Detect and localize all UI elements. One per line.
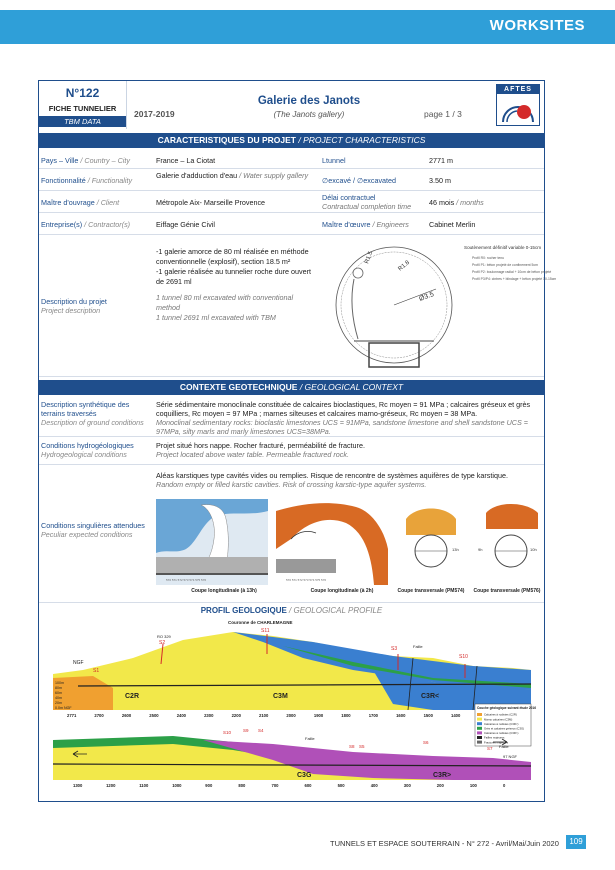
profile-label-couronne: Couronne de CHARLEMAGNE [228, 620, 293, 625]
aftes-logo [496, 84, 540, 126]
dim-diameter: Ø3.5 [418, 291, 435, 303]
pk-tick-label: 2000 [286, 713, 296, 718]
aftes-logo-icon [497, 94, 539, 124]
elev-label: 100m [55, 681, 64, 685]
pk-tick-label: 200 [436, 783, 444, 788]
profile-label-s1: S1 [93, 668, 100, 674]
row-value2: 3.50 m [429, 176, 451, 185]
row-client [39, 191, 544, 213]
pk-tick-label: 1100 [139, 783, 149, 788]
drawing-note: Profil P3/P4: cintres + blindage + béton projeté 10-15cm [472, 277, 557, 281]
project-section-title: CARACTERISTIQUES DU PROJET [157, 135, 296, 145]
row-value: Galerie d'adduction d'eau / Water supply gallery [156, 171, 309, 180]
pk-tick-label: 1300 [73, 783, 83, 788]
drawing-title: Soutènement définitif variable 0-15cm [464, 245, 542, 250]
geology-section-bar [39, 380, 544, 395]
elev-label: 0.0m NGF [55, 706, 72, 710]
profile-label-faille: Faille [499, 744, 509, 749]
section-label: WORKSITES [489, 17, 585, 34]
aftes-logo-text: AFTES [497, 85, 539, 94]
karst-sections [156, 499, 544, 597]
legend-label: Grès et calcaires gréseux (C3G) [484, 726, 525, 731]
dim-radius-1: R1.5 [364, 250, 375, 265]
layer-c3r-gt: C3R> [433, 772, 452, 779]
svg-text:570 571 572 573 574 575 576: 570 571 572 573 574 575 576 [166, 578, 207, 582]
profile-label-s10: S10 [459, 654, 468, 660]
tunnel-section-drawing [324, 239, 557, 373]
profile-label-s11: S11 [261, 628, 270, 634]
profile-label-s9: S9 [243, 728, 249, 733]
row-key: Maître d'œuvre / Engineers [322, 220, 409, 229]
row-description [39, 235, 557, 377]
pk-tick-label: 900 [205, 783, 213, 788]
geology-section-title-en: / GEOLOGICAL CONTEXT [299, 382, 404, 392]
pk-tick-label: 800 [238, 783, 246, 788]
profile-label-s5: S5 [359, 744, 365, 749]
legend-swatch [477, 718, 482, 721]
tunnel-sheet [38, 80, 557, 802]
profile-label-faille: Faille [413, 644, 423, 649]
row-value2: Cabinet Merlin [429, 220, 476, 229]
profile-label-s8: S8 [349, 744, 355, 749]
ground-label: Description synthétique des terrains traversés Description of ground conditions [41, 400, 144, 427]
profile-label-ngf: NGF [73, 660, 84, 666]
sheet-type-en: TBM DATA [39, 116, 126, 127]
drawing-note: Profil P1: béton projeté de confinement 5cm [472, 263, 538, 267]
profile-label-s7: S7 [487, 746, 493, 751]
pk-tick-label: 1500 [423, 713, 433, 718]
legend-label: Failles majeures [484, 735, 505, 740]
pk-tick-label: 2500 [149, 713, 159, 718]
description-label: Description du projet Project description [41, 297, 107, 315]
legend-label: Marno calcaires (C3M) [484, 717, 513, 722]
clock-label: 13h [452, 547, 459, 552]
drawing-note: Profil R0: rocher tenu [472, 256, 505, 260]
pk-tick-label: 600 [304, 783, 312, 788]
legend-swatch [477, 736, 482, 739]
description-en-2: 1 tunnel 2691 ml excavated with TBM [156, 313, 276, 322]
project-title: Galerie des Janots [257, 95, 361, 107]
row-key: Délai contractuel Contractual completion time [322, 193, 412, 211]
caption-1: Coupe longitudinale (à 13h) [191, 588, 257, 594]
pk-tick-label: 1400 [451, 713, 461, 718]
row-value2: 2771 m [429, 156, 453, 165]
sheet-header [39, 81, 544, 129]
row-country [39, 151, 544, 169]
profile-label-s6: S6 [423, 740, 429, 745]
elev-label: 60m [55, 691, 62, 695]
pk-tick-label: 400 [370, 783, 378, 788]
pk-tick-label: 2600 [121, 713, 132, 718]
pk-axis-top [67, 713, 461, 718]
elev-label: 80m [55, 686, 62, 690]
legend-swatch [477, 731, 482, 734]
row-value: Métropole Aix- Marseille Provence [156, 198, 266, 207]
row-label: Pays – Ville / Country – City [41, 156, 130, 165]
description-en-1: 1 tunnel 80 ml excavated with conventional method [156, 293, 294, 312]
layer-c3r-lt: C3R< [421, 693, 440, 700]
pk-tick-label: 500 [337, 783, 345, 788]
pk-tick-label: 1900 [313, 713, 324, 718]
pk-tick-label: 300 [403, 783, 411, 788]
row-key: Ltunnel [322, 156, 346, 165]
legend-label: Calcaires à rudistes (C2R) [484, 712, 517, 717]
row-hydro [39, 437, 544, 465]
row-contractor [39, 213, 544, 235]
caption-2: Coupe longitudinale (à 2h) [310, 588, 374, 594]
pk-tick-label: 1600 [396, 713, 406, 718]
legend-swatch [477, 741, 482, 744]
clock-label: 10h [530, 547, 537, 552]
pk-tick-label: 100 [469, 783, 477, 788]
singular-label: Conditions singulières attendues Peculiar expected conditions [41, 521, 145, 539]
profile-label-ro: RO 329 [157, 634, 171, 639]
hydro-label: Conditions hydrogéologiques Hydrogeological conditions [41, 441, 134, 459]
layer-c3m: C3M [273, 693, 288, 700]
singular-text: Aléas karstiques type cavités vides ou remplies. Risque de rencontre de systèmes aquifères de type karstique. Random empty or filled karstic cavities. Risk of crossing karstic-type aquifer systems. [156, 471, 508, 489]
pk-tick-label: 2100 [259, 713, 269, 718]
geology-section-title: CONTEXTE GEOTECHNIQUE [179, 382, 298, 392]
pk-tick-label: 2300 [204, 713, 214, 718]
row-ground [39, 397, 544, 437]
row-label: Entreprise(s) / Contractor(s) [41, 220, 131, 229]
row-singular [39, 465, 544, 603]
sheet-id-block [39, 81, 127, 129]
profile-label-ngf2: 97 NGF [503, 754, 518, 759]
legend-label: Fractures majeures [484, 740, 509, 745]
top-banner [0, 10, 615, 44]
description-fr-2: -1 galerie réalisée au tunnelier roche dure ouvert de 2691 ml [156, 267, 312, 286]
legend-label: Calcaires à rudistes (C3R>) [484, 731, 519, 736]
row-label: Maître d'ouvrage / Client [41, 198, 120, 207]
legend-title: Couche géologique suivant étude 2016 [477, 706, 536, 710]
legend-label: Calcaires à rudistes (C3R<) [484, 721, 519, 726]
sheet-number: N°122 [65, 86, 100, 100]
description-text [156, 247, 316, 323]
row-key: ∅excavé / ∅excavated [322, 176, 397, 185]
drawing-note: Profil P2: boulonnage radial + 10cm de béton projeté [472, 270, 552, 274]
dim-radius-2: R1.8 [397, 259, 412, 273]
description-fr-1: -1 galerie amorce de 80 ml réalisée en méthode conventionnelle (explosif), section 18.5 m² [156, 247, 309, 266]
elev-label: 20m [55, 701, 62, 705]
layer-c3g: C3G [297, 772, 312, 779]
pk-tick-label: 2771 [67, 713, 77, 718]
legend-swatch [477, 713, 482, 716]
legend-swatch [477, 722, 482, 725]
profile-section-title: PROFIL GEOLOGIQUE / GEOLOGICAL PROFILE [200, 606, 383, 615]
pk-tick-label: 1700 [368, 713, 379, 718]
elev-label: 40m [55, 696, 62, 700]
project-section-title-en: / PROJECT CHARACTERISTICS [298, 135, 426, 145]
row-functionality [39, 169, 544, 191]
project-subtitle: (The Janots gallery) [273, 110, 345, 119]
row-value2: 46 mois / months [429, 198, 484, 207]
page-indicator: page 1 / 3 [424, 109, 462, 119]
profile-label-s10b: S10 [223, 730, 232, 735]
caption-4: Coupe transversale (PM576) [473, 588, 541, 594]
pk-tick-label: 1000 [172, 783, 182, 788]
project-section-bar [39, 133, 544, 148]
profile-label-s3: S3 [391, 646, 398, 652]
pk-tick-label: 2200 [231, 713, 241, 718]
pk-tick-label: 1200 [106, 783, 116, 788]
layer-c2r: C2R [125, 693, 140, 700]
geological-profile [53, 618, 536, 798]
pk-tick-label: 1800 [341, 713, 351, 718]
svg-text:570 571 572 573 574 575 576: 570 571 572 573 574 575 576 [286, 578, 327, 582]
pk-tick-label: 0 [503, 783, 506, 788]
sheet-type: FICHE TUNNELIER [48, 104, 117, 113]
pk-tick-label: 700 [271, 783, 279, 788]
profile-label-s4: S4 [258, 728, 264, 733]
project-years: 2017-2019 [134, 109, 175, 119]
row-value: France – La Ciotat [156, 156, 216, 165]
clock-label: 9h [478, 547, 483, 552]
row-value: Eiffage Génie Civil [156, 220, 215, 229]
hydro-text: Projet situé hors nappe. Rocher fracturé, perméabilité de fracture. Project located above water table. Permeable fractured rock. [156, 441, 365, 459]
row-label: Fonctionnalité / Functionality [41, 176, 133, 185]
footer-text: TUNNELS ET ESPACE SOUTERRAIN - N° 272 - Avril/Mai/Juin 2020 [330, 839, 559, 848]
caption-3: Coupe transversale (PM574) [397, 588, 465, 594]
legend-swatch [477, 727, 482, 730]
pk-tick-label: 2700 [94, 713, 104, 718]
page-number: 109 [566, 835, 586, 849]
pk-tick-label: 2400 [176, 713, 187, 718]
profile-label-s2: S2 [159, 640, 166, 646]
ground-text: Série sédimentaire monoclinale constituée de calcaires bioclastiques, Rc moyen = 91 MPa ; calcaires gréseux et grès coquilliers, Rc moyen = 97 MPa ; marnes silteuses et calcaires marno-gréseux, Rc moyen = 38 MPa. Monoclinal sedimentary rocks: bioclastic limestones UCS = 91MPa, sandstone limestone and shell sandstone UCS = 97MPa, silty marls and marly limestones UCS=38MPa. [156, 400, 531, 436]
profile-label-faille: Faille [305, 736, 315, 741]
